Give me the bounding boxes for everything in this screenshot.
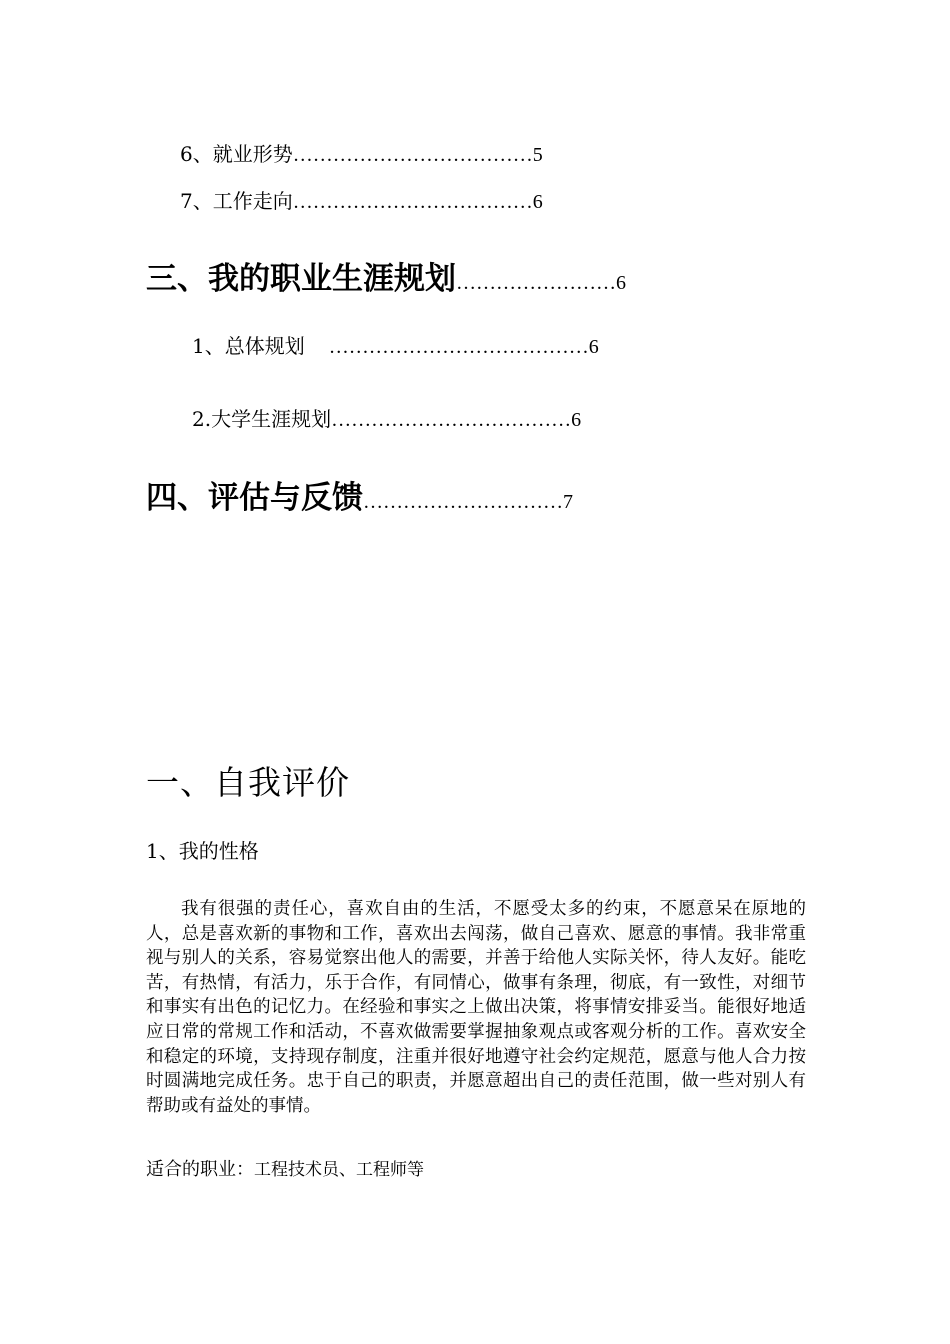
toc-section-career-planning [146,253,626,298]
toc-page-number: 7 [563,491,573,513]
toc-leader-dots: ……………………………… [292,144,533,166]
suitable-careers-line [146,1155,424,1181]
toc-leader-dots: ………………………… [363,491,563,513]
subsection-title-my-personality: 1、我的性格 [146,839,259,863]
toc-leader-dots: ………………………………… [328,336,589,358]
toc-label: 6、就业形势 [180,142,293,166]
toc-item-college-plan [192,403,581,432]
toc-item-work-direction [180,185,543,214]
toc-leader-dots: ……………………………… [331,409,572,431]
toc-label: 7、工作走向 [180,189,293,213]
section-title-self-evaluation: 一、自我评价 [146,763,350,802]
toc-page-number: 5 [532,144,543,166]
toc-leader-dots: …………………… [456,272,616,294]
toc-page-number: 6 [571,409,582,431]
suitable-careers-value: 工程技术员、工程师等 [254,1160,424,1180]
paragraph-text: 我有很强的责任心，喜欢自由的生活，不愿受太多的约束，不愿意呆在原地的人，总是喜欢新的事物和工作，喜欢出去闯荡，做自己喜欢、愿意的事情。我非常重视与别人的关系，容易觉察出他人的需要，并善于给他人实际关怀，待人友好。能吃苦，有热情，有活力，乐于合作，有同情心，做事有条理，彻底，有一致性，对细节和事实有出色的记忆力。在经验和事实之上做出决策，将事情安排妥当。能很好地适应日常的常规工作和活动，不喜欢做需要掌握抽象观点或客观分析的工作。喜欢安全和稳定的环境，支持现存制度，注重并很好地遵守社会约定规范，愿意与他人合力按时圆满地完成任务。忠于自己的职责，并愿意超出自己的责任范围，做一些对别人有帮助或有益处的事情。 [146,899,806,1116]
toc-page-number: 6 [588,336,599,358]
toc-leader-dots: ……………………………… [292,191,533,213]
toc-label: 2.大学生涯规划 [192,407,332,431]
toc-item-overall-plan [192,330,599,359]
toc-item-employment-situation [180,138,543,167]
toc-label: 三、我的职业生涯规划 [146,261,456,297]
toc-page-number: 6 [616,272,626,294]
personality-paragraph [146,897,806,1118]
toc-section-evaluation-feedback [146,472,573,517]
toc-page-number: 6 [532,191,543,213]
suitable-careers-label: 适合的职业： [146,1159,254,1180]
toc-label: 1、总体规划 [192,334,305,358]
toc-label: 四、评估与反馈 [146,480,363,516]
